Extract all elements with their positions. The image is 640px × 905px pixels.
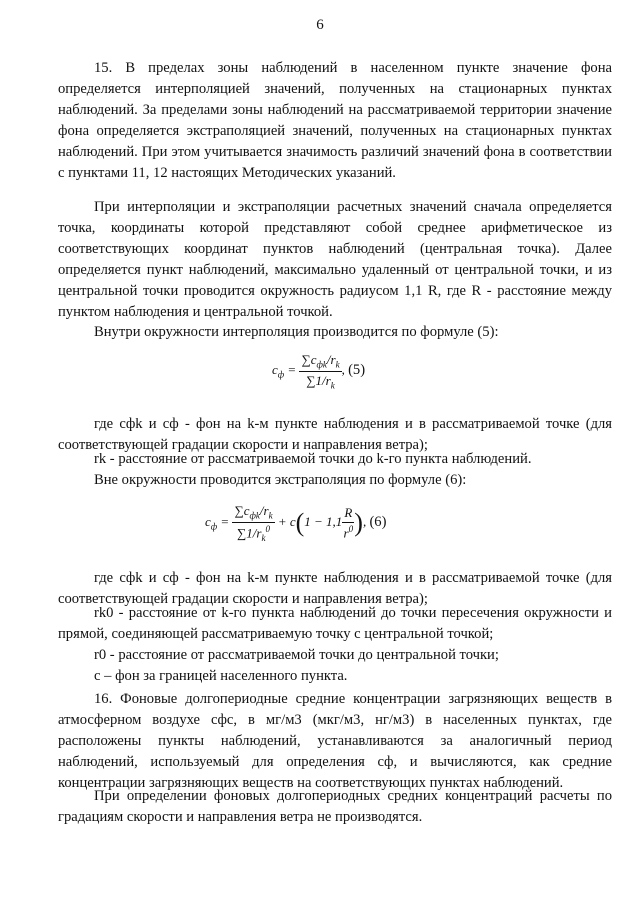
- formula-6-intro: Вне окружности проводится экстраполяция по формуле (6):: [94, 472, 467, 488]
- formula-5-lhs: $c_ф$ =: [272, 362, 300, 380]
- formula-5-fraction: [299, 352, 341, 390]
- formula-6-definition-rk0: rk0 - расстояние от k-го пункта наблюдений до точки пересечения окружности и прямой, соединяющей рассматриваемую точку с центральной точкой;: [58, 605, 612, 642]
- formula-6-denominator: $\sum 1/r_k^0$: [237, 523, 270, 543]
- formula-5-number: (5): [348, 362, 366, 379]
- formula-5-intro: Внутри окружности интерполяция производится по формуле (5):: [94, 324, 499, 340]
- paragraph-16: 16. Фоновые долгопериодные средние концентрации загрязняющих веществ в атмосферном воздухе cфс, в мг/м3 (мкг/м3, нг/м3) в населенных пунктах, где расположены пункты наблюдений, устанавливаются за аналогичный период наблюдений, используемый для определения cф, и вычисляются, как средние концентрации загрязняющих веществ на соответствующих пунктах наблюдений.: [58, 691, 612, 791]
- paragraph-interpolation: При интерполяции и экстраполяции расчетных значений сначала определяется точка, координаты которой представляют собой среднее арифметическое из соответствующих координат пунктов наблюдений (центральная точка). Далее определяется пункт наблюдений, максимально удаленный от центральной точки, и из центральной точки проводится окружность радиусом 1,1 R, где R - расстояние между пунктом наблюдения и центральной точкой.: [58, 199, 612, 320]
- paragraph-final: При определении фоновых долгопериодных средних концентраций расчеты по градациям скорости и направления ветра не производятся.: [58, 788, 612, 825]
- formula-5-definition-c: где cфk и cф - фон на k-м пункте наблюдения и в рассматриваемой точке (для соответствующей градации скорости и направления ветра);: [58, 416, 612, 453]
- formula-6-lhs: $c_ф$ =: [205, 513, 233, 532]
- formula-6-ratio: $\frac{R}{r^0}$: [343, 504, 354, 540]
- formula-6-definition-c-border: c – фон за границей населенного пункта.: [94, 668, 348, 684]
- formula-5-denominator: $\sum 1/r_k$: [306, 372, 335, 391]
- formula-6-definition-r0: r0 - расстояние от рассматриваемой точки до центральной точки;: [94, 647, 499, 663]
- formula-6-definition-c: где cфk и cф - фон на k-м пункте наблюдения и в рассматриваемой точке (для соответствующей градации скорости и направления ветра);: [58, 570, 612, 607]
- formula-6-number: (6): [369, 513, 387, 530]
- formula-6-fraction: [232, 503, 274, 543]
- formula-6: $c_ф$ = $\frac{\sum c_{фk}/r_k}{\sum 1/r_k^0}$ + c(1 − 1,1 $\frac{R}{r^0}$ ), (6): [205, 503, 387, 543]
- page-number: 6: [316, 17, 324, 33]
- formula-5-definition-r: rk - расстояние от рассматриваемой точки до k-го пункта наблюдений.: [94, 451, 532, 467]
- formula-6-numerator: $\sum c_{фk}/r_k$: [234, 503, 273, 521]
- paragraph-15: 15. В пределах зоны наблюдений в населенном пункте значение фона определяется интерполяцией значений, полученных на стационарных пунктах наблюдений. За пределами зоны наблюдений на рассматриваемой территории значение фона определяется экстраполяцией значений, полученных на стационарных пунктах наблюдений. При этом учитывается значимость различий значений фона в соответствии с пунктами 11, 12 настоящих Методических указаний.: [58, 60, 612, 181]
- formula-5: $c_ф$ = $\frac{\sum c_{фk}/r_k}{\sum 1/r_k}$ , (5): [272, 352, 366, 391]
- formula-5-numerator: $\sum c_{фk}/r_k$: [301, 352, 340, 370]
